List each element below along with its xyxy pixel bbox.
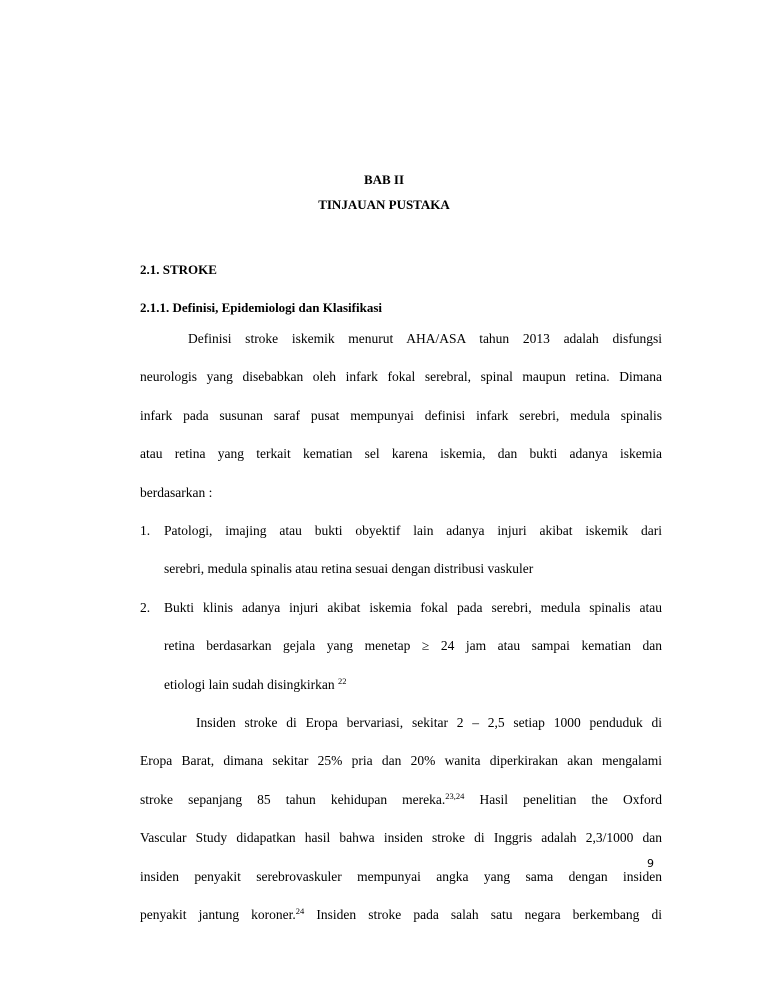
list-line-text: etiologi lain sudah disingkirkan (164, 676, 335, 692)
paragraph-line: atau retina yang terkait kematian sel karena iskemia, dan bukti adanya iskemia (140, 446, 662, 462)
list-line: Bukti klinis adanya injuri akibat iskemia fokal pada serebri, medula spinalis atau (164, 600, 662, 615)
paragraph-line: berdasarkan : (140, 484, 213, 500)
subsection-heading: 2.1.1. Definisi, Epidemiologi dan Klasifikasi (140, 300, 382, 315)
page-number: 9 (647, 857, 654, 870)
paragraph-text: Hasil penelitian the Oxford (464, 791, 662, 807)
paragraph-line: Eropa Barat, dimana sekitar 25% pria dan 20% wanita diperkirakan akan mengalami (140, 753, 662, 769)
paragraph-text: Insiden stroke pada salah satu negara berkembang di (304, 906, 662, 922)
paragraph-incidence (140, 704, 662, 934)
list-line: retina berdasarkan gejala yang menetap ≥ 24 jam atau sampai kematian dan (164, 638, 662, 654)
list-line: Patologi, imajing atau bukti obyektif lain adanya injuri akibat iskemik dari (164, 523, 662, 538)
chapter-label: BAB II (363, 172, 405, 187)
list-item-2 (140, 589, 662, 704)
paragraph-line: Vascular Study didapatkan hasil bahwa insiden stroke di Inggris adalah 2,3/1000 dan (140, 830, 662, 846)
paragraph-definition (140, 320, 662, 512)
paragraph-line: insiden penyakit serebrovaskuler mempunyai angka yang sama dengan insiden (140, 868, 662, 884)
paragraph-line (140, 781, 662, 819)
citation: 22 (337, 675, 347, 686)
list-item-1 (140, 512, 662, 589)
section-heading: 2.1. STROKE (140, 262, 217, 277)
paragraph-line: neurologis yang disebabkan oleh infark fokal serebral, spinal maupun retina. Dimana (140, 369, 662, 385)
paragraph-line (140, 896, 662, 934)
paragraph-line: Insiden stroke di Eropa bervariasi, sekitar 2 – 2,5 setiap 1000 penduduk di (196, 715, 662, 730)
paragraph-line: Definisi stroke iskemik menurut AHA/ASA tahun 2013 adalah disfungsi (188, 331, 662, 346)
citation: 24 (295, 905, 305, 916)
list-line (164, 666, 662, 704)
list-number: 1. (140, 523, 151, 538)
list-line: serebri, medula spinalis atau retina sesuai dengan distribusi vaskuler (164, 561, 534, 577)
paragraph-line: infark pada susunan saraf pusat mempunyai definisi infark serebri, medula spinalis (140, 407, 662, 423)
list-number: 2. (140, 600, 151, 615)
paragraph-text: stroke sepanjang 85 tahun kehidupan mereka. (140, 791, 446, 807)
chapter-title: TINJAUAN PUSTAKA (318, 197, 450, 212)
paragraph-text: penyakit jantung koroner. (140, 906, 296, 922)
citation: 23,24 (445, 790, 465, 801)
